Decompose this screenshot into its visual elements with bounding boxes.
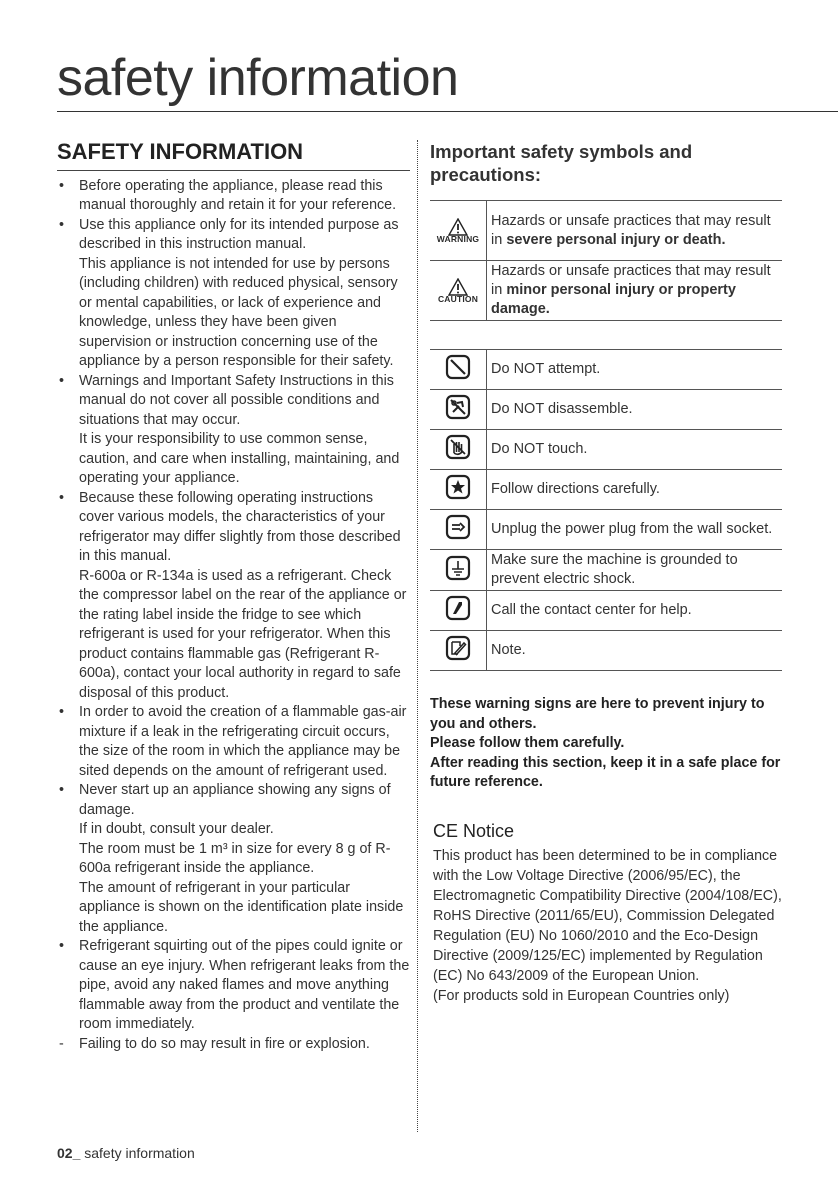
- page-number: 02_: [57, 1145, 81, 1161]
- page-footer: [57, 1145, 195, 1161]
- prohibition-icon: [430, 350, 487, 390]
- list-item: • Use this appliance only for its intended purpose as described in this instruction manual. This appliance is not intended for use by persons (including children) with reduced physical, sensory or mental capabilities, or lack of experience and knowledge, unless they have been given supervision or instruction concerning use of the appliance by a person responsible for their safety.: [59, 216, 399, 369]
- symbol-table: [430, 349, 782, 671]
- section-heading: SAFETY INFORMATION: [57, 139, 304, 164]
- page-title: safety information: [57, 49, 459, 107]
- list-item: • Because these following operating instructions cover various models, the characteristics of your refrigerator may differ slightly from those described in this manual. R-600a or R-134a is used as a refrigerant. Check the compressor label on the rear of the appliance or the rating label inside the fridge to see which refrigerant is used for your refrigerator. When this product contains flammable gas (Refrigerant R-600a), contact your local authority in regard to safe disposal of this product.: [59, 489, 407, 701]
- symbols-heading: Important safety symbols and precautions:: [430, 141, 693, 185]
- no-disassemble-icon: [430, 390, 487, 430]
- caution-icon: [430, 261, 487, 321]
- safety-information-column: [57, 138, 410, 1054]
- unplug-icon: [430, 510, 487, 550]
- warning-label: WARNING: [436, 233, 480, 244]
- list-item: • Refrigerant squirting out of the pipes could ignite or cause an eye injury. When refrigerant leaks from the pipe, avoid any naked flames and move anything flammable away from the product and ventilate the room immediately.: [59, 938, 410, 1032]
- list-item: • Warnings and Important Safety Instructions in this manual do not cover all possible conditions and situations that may occur. It is your responsibility to use common sense, caution, and care when installing, maintaining, and operating your appliance.: [59, 372, 400, 486]
- warning-text: Hazards or unsafe practices that may result in severe personal injury or death.: [487, 201, 783, 261]
- title-rule: [57, 111, 838, 112]
- list-item: - Failing to do so may result in fire or explosion.: [59, 1035, 370, 1052]
- safety-bullet-list: [57, 177, 410, 1055]
- ce-notice-title: CE Notice: [433, 820, 515, 841]
- column-divider: [417, 140, 418, 1132]
- ce-notice-body: This product has been determined to be in compliance with the Low Voltage Directive (2006/95/EC), the Electromagnetic Compatibility Directive (2004/108/EC), RoHS Directive (2011/65/EU), Commission Delegated Regulation (EU) No 1060/2010 and the Eco-Design Directive (2009/125/EC) implemented by Regulation (EC) No 643/2009 of the European Union.: [433, 847, 782, 984]
- symbol-text: Make sure the machine is grounded to prevent electric shock.: [487, 550, 783, 591]
- phone-icon: [430, 591, 487, 631]
- caution-text: Hazards or unsafe practices that may result in minor personal injury or property damage.: [487, 261, 783, 321]
- note-icon: [430, 631, 487, 671]
- warning-note: Please follow them carefully.: [430, 735, 625, 751]
- warning-icon: [430, 201, 487, 261]
- symbol-text: Unplug the power plug from the wall socket.: [487, 510, 783, 550]
- symbol-text: Follow directions carefully.: [487, 470, 783, 510]
- no-touch-icon: [430, 430, 487, 470]
- list-item: • Never start up an appliance showing any signs of damage. If in doubt, consult your dealer. The room must be 1 m³ in size for every 8 g of R-600a refrigerant inside the appliance. The amount of refrigerant in your particular appliance is shown on the identification plate inside the appliance.: [59, 782, 404, 935]
- footer-label: safety information: [80, 1145, 195, 1161]
- symbol-text: Do NOT attempt.: [487, 350, 783, 390]
- symbol-text: Call the contact center for help.: [487, 591, 783, 631]
- list-item: • In order to avoid the creation of a flammable gas-air mixture if a leak in the refrigerating circuit occurs, the size of the room in which the appliance may be sited depends on the amount of refrigerant used.: [59, 704, 407, 779]
- section-rule: [57, 170, 410, 171]
- symbol-text: Do NOT disassemble.: [487, 390, 783, 430]
- symbols-column: [430, 140, 782, 1006]
- ce-notice-note: (For products sold in European Countries only): [433, 987, 730, 1004]
- warning-note: These warning signs are here to prevent injury to you and others.: [430, 696, 765, 732]
- ground-icon: [430, 550, 487, 591]
- warning-caution-table: [430, 200, 782, 321]
- symbol-text: Note.: [487, 631, 783, 671]
- warning-note: After reading this section, keep it in a safe place for future reference.: [430, 754, 781, 790]
- caution-label: CAUTION: [437, 293, 479, 304]
- list-item: • Before operating the appliance, please read this manual thoroughly and retain it for your reference.: [59, 177, 397, 213]
- star-icon: [430, 470, 487, 510]
- symbol-text: Do NOT touch.: [487, 430, 783, 470]
